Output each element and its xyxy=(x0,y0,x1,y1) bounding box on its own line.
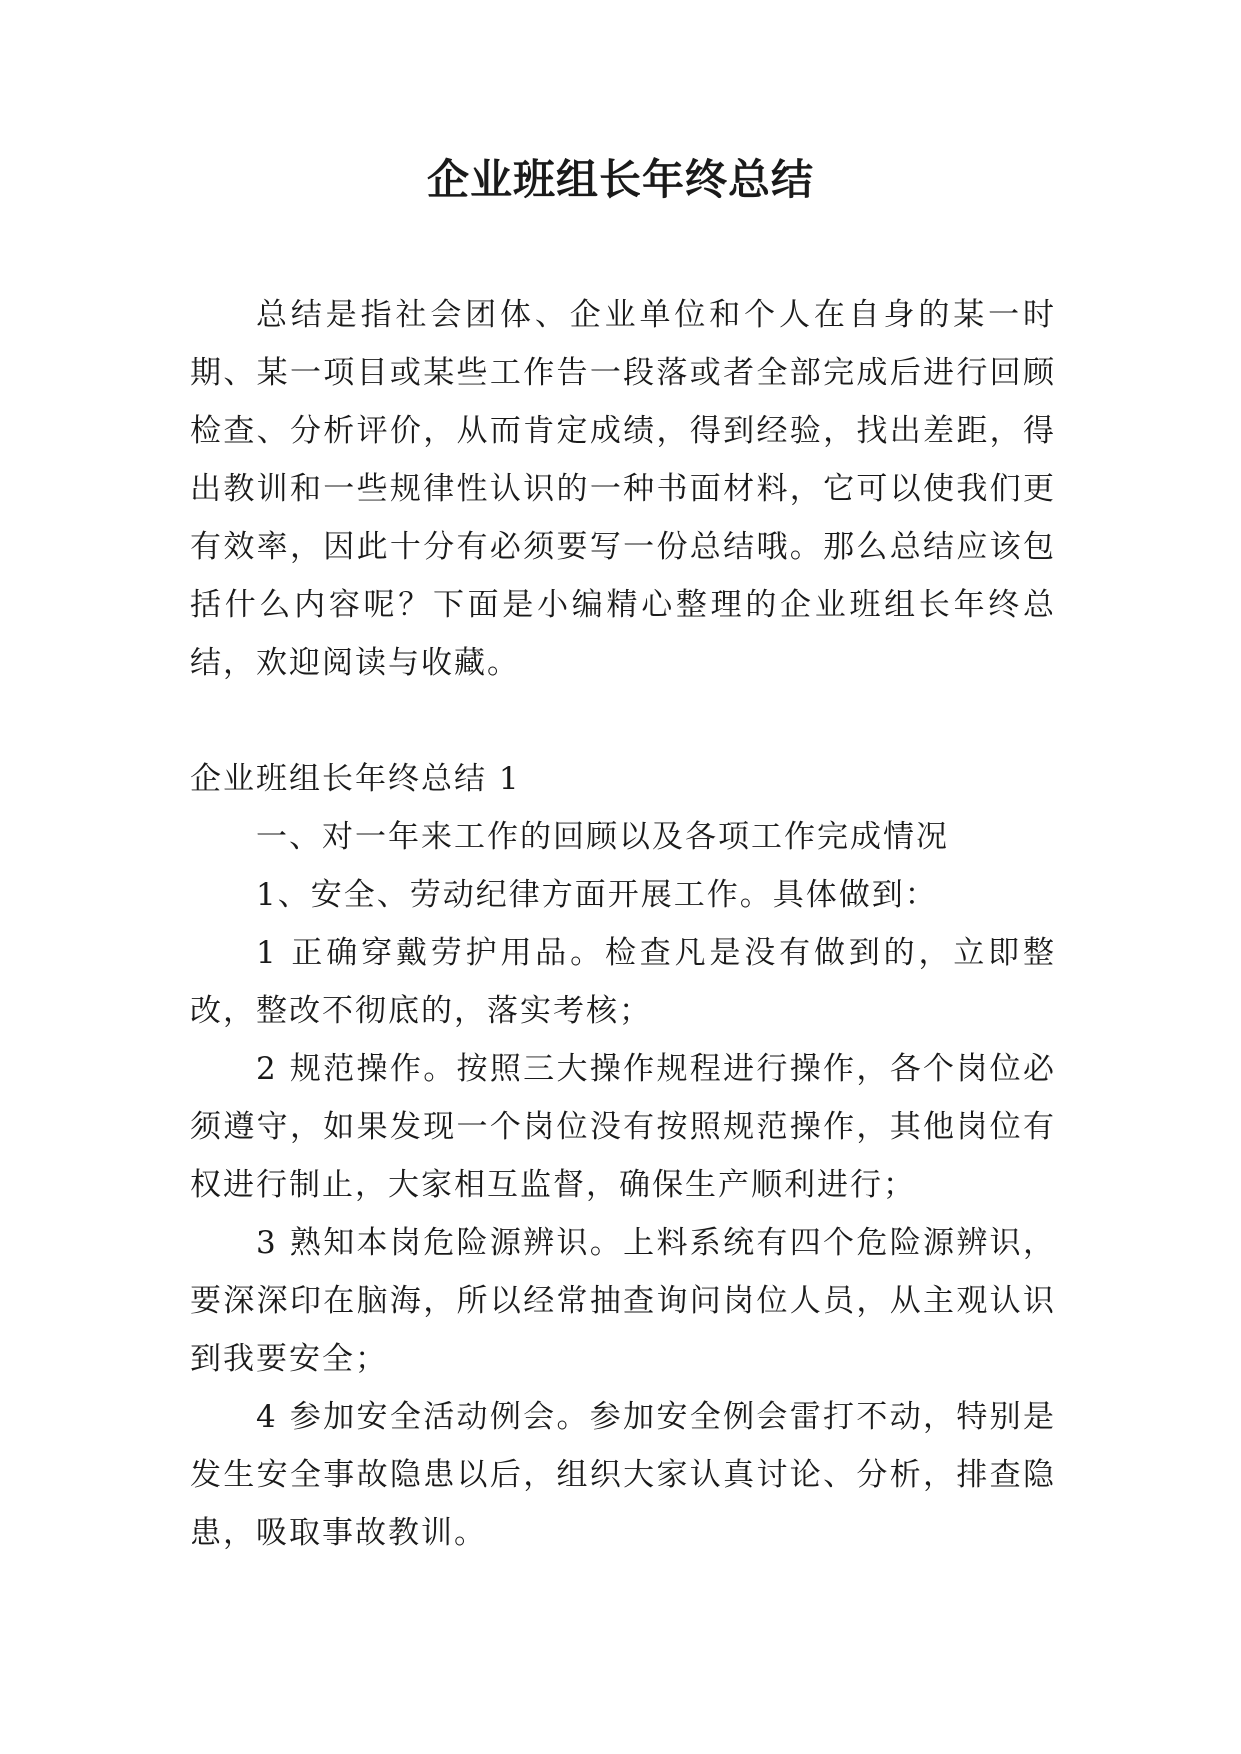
paragraph-review-heading: 一、对一年来工作的回顾以及各项工作完成情况 xyxy=(256,819,949,855)
intro-paragraph: 总结是指社会团体、企业单位和个人在自身的某一时期、某一项目或某些工作告一段落或者全部完成后进行回顾检查、分析评价，从而肯定成绩，得到经验，找出差距，得出教训和一些规律性认识的一种书面材料，它可以使我们更有效率，因此十分有必须要写一份总结哦。那么总结应该包括什么内容呢？下面是小编精心整理的企业班组长年终总结，欢迎阅读与收藏。 xyxy=(190,297,1056,681)
paragraph-standard-operation: 2 规范操作。按照三大操作规程进行操作，各个岗位必须遵守，如果发现一个岗位没有按照规范操作，其他岗位有权进行制止，大家相互监督，确保生产顺利进行； xyxy=(190,1051,1056,1203)
paragraph-protective-gear: 1 正确穿戴劳护用品。检查凡是没有做到的，立即整改，整改不彻底的，落实考核； xyxy=(190,935,1056,1029)
paragraph-safety-meeting: 4 参加安全活动例会。参加安全例会雷打不动，特别是发生安全事故隐患以后，组织大家认真讨论、分析，排查隐患，吸取事故教训。 xyxy=(190,1399,1056,1551)
document-body xyxy=(190,286,1056,1562)
paragraph-safety-discipline: 1、安全、劳动纪律方面开展工作。具体做到： xyxy=(256,877,938,913)
section-heading: 企业班组长年终总结 1 xyxy=(190,761,521,797)
paragraph-hazard-identification: 3 熟知本岗危险源辨识。上料系统有四个危险源辨识，要深深印在脑海，所以经常抽查询问岗位人员，从主观认识到我要安全； xyxy=(190,1225,1056,1377)
document-title: 企业班组长年终总结 xyxy=(426,155,814,204)
